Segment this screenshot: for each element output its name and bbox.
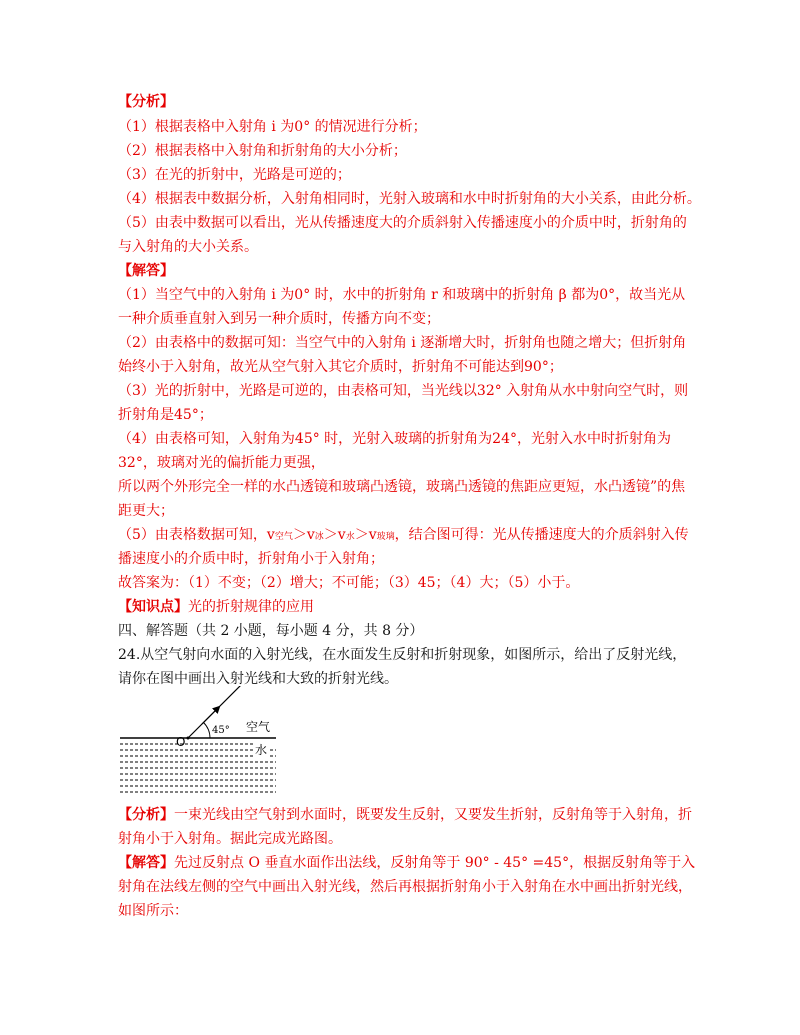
answer-heading: 【解答】	[118, 263, 174, 279]
analysis-2-tag: 【分析】	[118, 807, 174, 823]
angle-arc	[204, 723, 211, 739]
analysis-2-text: 一束光线由空气射到水面时，既要发生反射，又要发生折射，反射角等于入射角，折	[174, 807, 692, 823]
question-24-line-2: 请你在图中画出入射光线和大致的折射光线。	[118, 671, 398, 687]
answer-2-tag: 【解答】	[118, 855, 174, 871]
air-label: 空气	[246, 720, 271, 734]
answer-line-8: 32°，玻璃对光的偏折能力更强，	[118, 455, 325, 471]
knowledge-text: 光的折射规律的应用	[188, 599, 314, 615]
analysis-item-1: （1）根据表格中入射角 i 为0° 的情况进行分析；	[118, 119, 427, 135]
speed-sub-water: 水	[345, 532, 355, 542]
analysis-heading: 【分析】	[118, 94, 174, 110]
question-24-line-1: 24.从空气射向水面的入射光线，在水面发生反射和折射现象，如图所示，给出了反射光线，	[118, 647, 687, 663]
answer-line-3: （2）由表格中的数据可知：当空气中的入射角 i 逐渐增大时，折射角也随之增大；但折射角	[118, 335, 687, 351]
section-title: 四、解答题（共 2 小题，每小题 4 分，共 8 分）	[118, 623, 424, 639]
answer-line-1: （1）当空气中的入射角 i 为0° 时，水中的折射角 r 和玻璃中的折射角 β 都为0°，故当光从	[118, 287, 686, 303]
answer-2	[118, 854, 695, 872]
speed-sub-air: 空气	[274, 532, 293, 542]
water-label: 水	[255, 743, 268, 757]
reflection-figure	[118, 686, 278, 798]
final-answer: 故答案为：（1）不变；（2）增大；不可能；（3）45；（4）大；（5）小于。	[118, 575, 580, 591]
answer-line-2: 一种介质垂直射入到另一种介质时，传播方向不变；	[118, 311, 440, 327]
analysis-item-5-cont: 与入射角的大小关系。	[118, 239, 258, 255]
answer-line-speed	[118, 526, 689, 546]
answer-line-4: 始终小于入射角，故光从空气射入其它介质时，折射角不可能达到90°；	[118, 359, 563, 375]
analysis-item-4: （4）根据表中数据分析，入射角相同时，光射入玻璃和水中时折射角的大小关系，由此分析。	[118, 191, 701, 207]
answer-2-line-3: 如图所示：	[118, 903, 188, 919]
answer-line-6: 折射角是45°；	[118, 407, 213, 423]
answer-line-10: 距更大；	[118, 503, 174, 519]
answer-line-12: 播速度小的介质中时，折射角小于入射角；	[118, 551, 384, 567]
answer-line-5: （3）光的折射中，光路是可逆的，由表格可知，当光线以32° 入射角从水中射向空气时，则	[118, 383, 689, 399]
speed-gt-1: ＞v	[292, 527, 315, 543]
reflected-ray-arrow	[202, 707, 219, 724]
point-o-label: O	[176, 735, 186, 749]
knowledge-tag: 【知识点】	[118, 599, 188, 615]
speed-gt-2: ＞v	[323, 527, 346, 543]
analysis-item-3: （3）在光的折射中，光路是可逆的；	[118, 167, 351, 183]
analysis-2-line-2: 射角小于入射角。据此完成光路图。	[118, 831, 342, 847]
analysis-2	[118, 806, 692, 824]
speed-gt-3: ＞v	[354, 527, 377, 543]
speed-sub-ice: 冰	[314, 532, 324, 542]
analysis-item-5: （5）由表中数据可以看出，光从传播速度大的介质斜射入传播速度小的介质中时，折射角的	[118, 215, 687, 231]
answer-2-line-2: 射角在法线左侧的空气中画出入射光线，然后再根据折射角小于入射角在水中画出折射光线，	[118, 879, 692, 895]
angle-label: 45°	[212, 725, 230, 736]
speed-suffix: ，结合图可得：光从传播速度大的介质斜射入传	[394, 527, 689, 543]
answer-line-9: 所以两个外形完全一样的水凸透镜和玻璃凸透镜，玻璃凸透镜的焦距应更短，水凸透镜”的焦	[118, 479, 686, 495]
answer-2-text: 先过反射点 O 垂直水面作出法线，反射角等于 90° - 45° =45°，根据反射角等于入	[174, 855, 696, 871]
knowledge-point	[118, 598, 314, 616]
answer-line-7: （4）由表格可知，入射角为45° 时，光射入玻璃的折射角为24°，光射入水中时折射角为	[118, 431, 671, 447]
point-o-dot	[187, 737, 190, 740]
analysis-item-2: （2）根据表格中入射角和折射角的大小分析；	[118, 143, 407, 159]
speed-sub-glass: 玻璃	[376, 532, 395, 542]
water-hatching	[120, 744, 276, 792]
speed-prefix: （5）由表格数据可知，v	[118, 527, 275, 543]
